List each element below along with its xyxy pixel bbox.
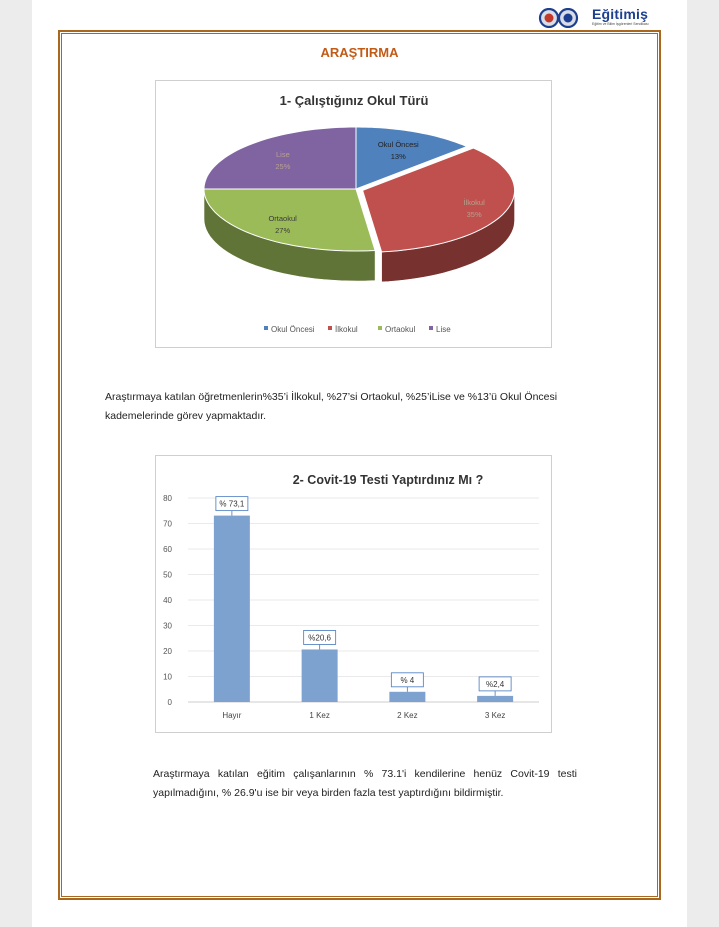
- pie-label-name: Okul Öncesi: [377, 140, 419, 150]
- header-logo: [538, 6, 668, 28]
- bar-data-label-1: [304, 630, 336, 649]
- section-title: ARAŞTIRMA: [320, 45, 399, 60]
- bar-2: [389, 692, 425, 702]
- y-tick-label: 70: [163, 519, 172, 529]
- bar-data-label-3: [479, 677, 511, 696]
- callout-text: % 4: [400, 675, 415, 685]
- pie-legend-item-2: [378, 325, 415, 334]
- y-tick-label: 30: [163, 621, 172, 631]
- bar-0: [214, 516, 250, 702]
- callout-text: % 73,1: [219, 499, 245, 509]
- logo-emblem-icon: [538, 8, 590, 28]
- pie-label-name: Lise: [276, 150, 290, 160]
- y-tick-label: 80: [163, 494, 172, 503]
- legend-swatch-icon: [429, 326, 433, 330]
- y-tick-label: 50: [163, 570, 172, 580]
- pie-legend-label: Lise: [436, 325, 451, 334]
- bar-data-label-2: [391, 673, 423, 692]
- pie-legend-item-0: [264, 325, 315, 334]
- y-tick-label: 10: [163, 672, 172, 682]
- x-tick-label: Hayır: [222, 711, 242, 720]
- pie-legend-item-3: [429, 325, 451, 334]
- x-tick-label: 3 Kez: [484, 711, 506, 720]
- pie-label-name: İlkokul: [463, 197, 485, 207]
- y-tick-label: 20: [163, 647, 172, 656]
- bar-chart: [156, 456, 551, 732]
- paragraph-covid-test: Araştırmaya katılan eğitim çalışanlarının % 73.1'i kendilerine henüz Covit-19 testi yapılmadığını, % 26.9'u ise bir veya birden fazla test yaptırdığını bildirmiştir.: [153, 768, 577, 799]
- pie-legend-label: Okul Öncesi: [271, 325, 315, 334]
- x-tick-label: 2 Kez: [397, 711, 418, 720]
- callout-text: %2,4: [486, 679, 505, 689]
- x-tick-label: 1 Kez: [309, 711, 330, 720]
- bar-3: [477, 696, 513, 702]
- logo-text: Eğitimiş: [592, 6, 649, 22]
- pie-legend-label: Ortaokul: [385, 325, 416, 334]
- logo-tagline: Eğitim ve Bilim İşgörenleri Sendikası: [592, 22, 649, 26]
- legend-swatch-icon: [264, 326, 268, 330]
- legend-swatch-icon: [378, 326, 382, 330]
- bar-1: [302, 649, 338, 702]
- pie-label-name: Ortaokul: [268, 213, 297, 223]
- paragraph-school-type: Araştırmaya katılan öğretmenlerin%35’i İlkokul, %27’si Ortaokul, %25’iLise ve %13’ü Okul Öncesi kademelerinde görev yapmaktadır.: [105, 391, 558, 422]
- pie-chart: [156, 81, 551, 347]
- pie-legend-label: İlkokul: [335, 325, 358, 334]
- pie-chart-title: 1- Çalıştığınız Okul Türü: [279, 93, 429, 108]
- bar-chart-title: 2- Covit-19 Testi Yaptırdınız Mı ?: [292, 473, 484, 487]
- y-tick-label: 0: [167, 698, 172, 707]
- legend-swatch-icon: [328, 326, 332, 330]
- bar-chart-box: [155, 455, 552, 733]
- pie-label-value: 13%: [390, 152, 406, 162]
- pie-legend-item-1: [328, 325, 358, 334]
- pie-chart-box: [155, 80, 552, 348]
- y-tick-label: 40: [163, 596, 172, 605]
- callout-text: %20,6: [308, 633, 331, 643]
- pie-label-value: 27%: [275, 225, 291, 235]
- pie-label-value: 35%: [466, 209, 482, 219]
- pie-label-value: 25%: [275, 162, 291, 172]
- y-tick-label: 60: [163, 545, 172, 554]
- bar-data-label-0: [216, 497, 248, 516]
